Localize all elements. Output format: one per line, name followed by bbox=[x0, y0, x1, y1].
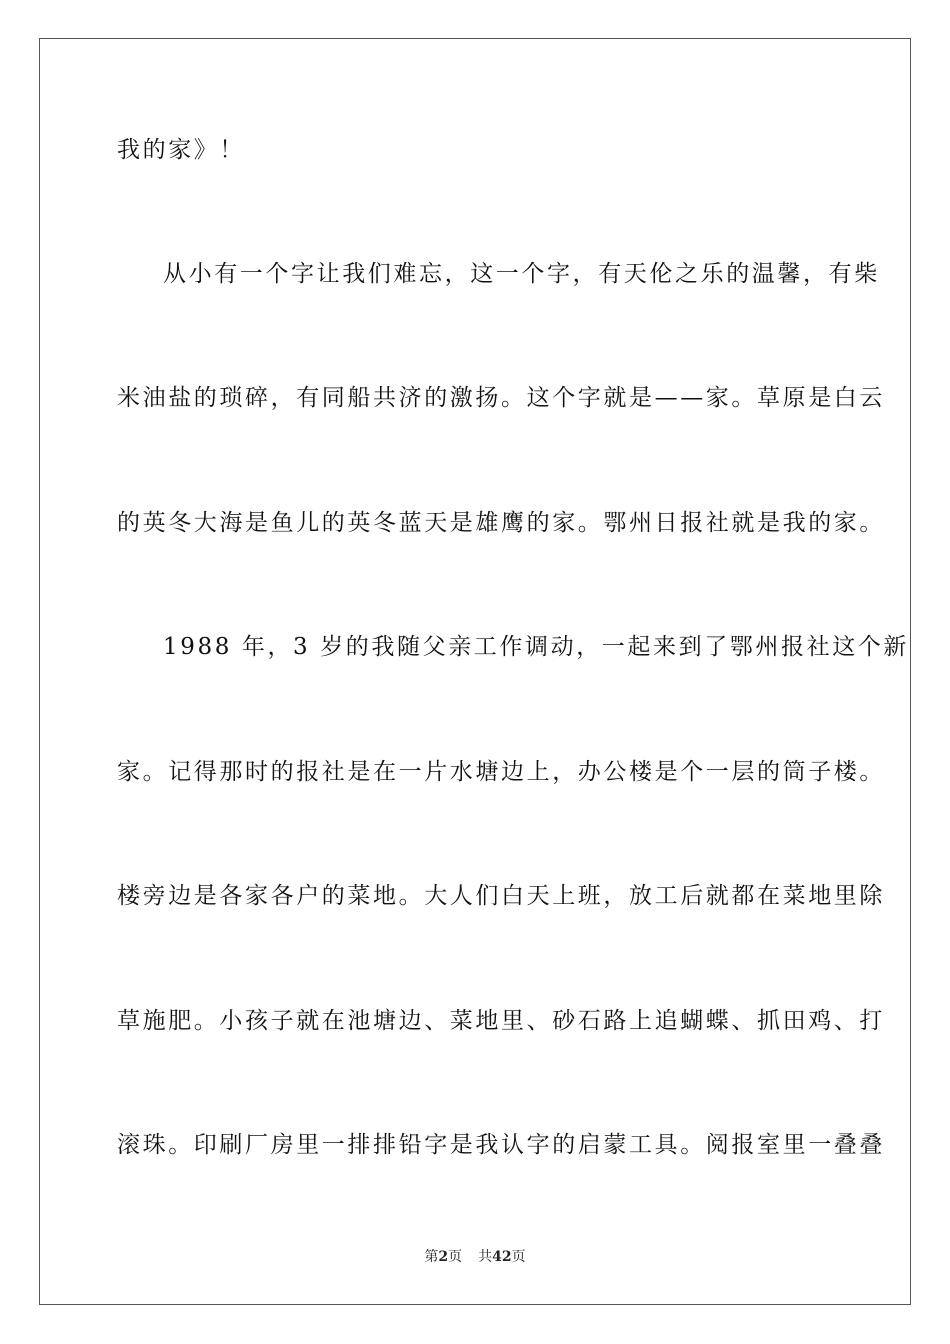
text-line-4: 的英冬大海是鱼儿的英冬蓝天是雄鹰的家。鄂州日报社就是我的家。 bbox=[117, 510, 885, 536]
page-border bbox=[39, 38, 911, 1305]
text-line-7: 楼旁边是各家各户的菜地。大人们白天上班，放工后就都在菜地里除 bbox=[117, 883, 885, 909]
page-prefix: 第 bbox=[424, 1249, 439, 1265]
text-line-9: 滚珠。印刷厂房里一排排铅字是我认字的启蒙工具。阅报室里一叠叠 bbox=[117, 1132, 885, 1158]
text-line-5: 1988 年，3 岁的我随父亲工作调动，一起来到了鄂州报社这个新 bbox=[163, 634, 909, 660]
current-page-number: 2 bbox=[438, 1249, 449, 1265]
page-footer bbox=[0, 1248, 950, 1266]
total-prefix: 共 bbox=[478, 1249, 493, 1265]
text-line-6: 家。记得那时的报社是在一片水塘边上，办公楼是个一层的筒子楼。 bbox=[117, 759, 885, 785]
text-line-2: 从小有一个字让我们难忘，这一个字，有天伦之乐的温馨，有柴 bbox=[163, 261, 880, 287]
text-line-1: 我的家》！ bbox=[117, 137, 245, 163]
text-line-3: 米油盐的琐碎，有同船共济的激扬。这个字就是——家。草原是白云 bbox=[117, 385, 885, 411]
total-page-count: 42 bbox=[492, 1249, 512, 1265]
text-line-8: 草施肥。小孩子就在池塘边、菜地里、砂石路上追蝴蝶、抓田鸡、打 bbox=[117, 1008, 885, 1034]
total-suffix: 页 bbox=[511, 1249, 526, 1265]
page-suffix: 页 bbox=[448, 1249, 463, 1265]
